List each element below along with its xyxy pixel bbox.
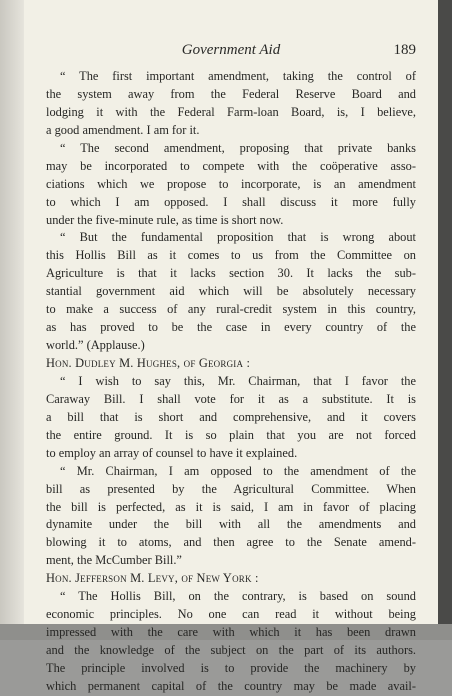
page-body-text <box>46 68 416 696</box>
text-line: bill as presented by the Agricultural Committee. When <box>46 481 416 496</box>
text-line: a bill that is short and comprehensive, and it covers <box>46 409 416 424</box>
text-line: to employ an array of counsel to have it explained. <box>46 445 298 460</box>
text-line: impressed with the care with which it has been drawn <box>46 625 416 640</box>
text-line: stantial government aid which will be absolutely necessary <box>46 284 416 299</box>
text-line: economic principles. No one can read it without being <box>46 607 416 622</box>
text-line: ment, the McCumber Bill.” <box>46 553 182 568</box>
text-line: as has proved to be the case in every country of the <box>46 320 416 335</box>
text-line: the bill is perfected, as it is said, I am in favor of placing <box>46 499 416 514</box>
text-line: the system away from the Federal Reserve Board and <box>46 86 416 101</box>
speaker-heading: Hon. Jefferson M. Levy, of New York : <box>46 571 259 586</box>
text-line: and the knowledge of the subject on the part of its authors. <box>46 643 416 657</box>
text-line: Caraway Bill. I shall vote for it as a substitute. It is <box>46 391 416 406</box>
text-line: world.” (Applause.) <box>46 338 145 353</box>
text-line: may be incorporated to compete with the coöperative asso- <box>46 158 416 173</box>
text-line: lodging it with the Federal Farm-loan Board, is, I believe, <box>46 104 416 119</box>
text-line: “ The second amendment, proposing that private banks <box>60 140 416 155</box>
page-number: 189 <box>393 42 416 58</box>
running-title: Government Aid <box>181 42 281 58</box>
text-line: The principle involved is to provide the machinery by <box>46 660 416 675</box>
book-gutter <box>0 0 24 640</box>
text-line: blowing it to atoms, and then agree to the Senate amend- <box>46 535 416 550</box>
text-line: under the five-minute rule, as time is short now. <box>46 212 284 227</box>
text-line: ciations which we propose to incorporate, is an amendment <box>46 176 416 191</box>
text-line: “ I wish to say this, Mr. Chairman, that I favor the <box>60 373 416 388</box>
text-line: which permanent capital of the country may be made avail- <box>46 678 416 693</box>
text-line: Agriculture is that it lacks section 30. It lacks the sub- <box>46 266 416 281</box>
text-line: “ But the fundamental proposition that is wrong about <box>60 230 416 245</box>
text-line: dynamite under the bill with all the amendments and <box>46 517 416 532</box>
text-line: to make a success of any rural-credit system in this country, <box>46 302 416 317</box>
text-line: “ The first important amendment, taking the control of <box>60 69 416 83</box>
text-line: “ Mr. Chairman, I am opposed to the amendment of the <box>60 463 416 478</box>
text-line: a good amendment. I am for it. <box>46 122 200 137</box>
page-header <box>46 42 416 62</box>
page-edge-shadow <box>438 0 452 640</box>
text-line: to which I am opposed. I shall discuss it more fully <box>46 194 416 209</box>
text-line: this Hollis Bill as it comes to us from the Committee on <box>46 248 416 263</box>
text-line: the entire ground. It is so plain that you are not forced <box>46 427 416 442</box>
text-line: “ The Hollis Bill, on the contrary, is based on sound <box>60 589 416 604</box>
speaker-heading: Hon. Dudley M. Hughes, of Georgia : <box>46 356 251 370</box>
